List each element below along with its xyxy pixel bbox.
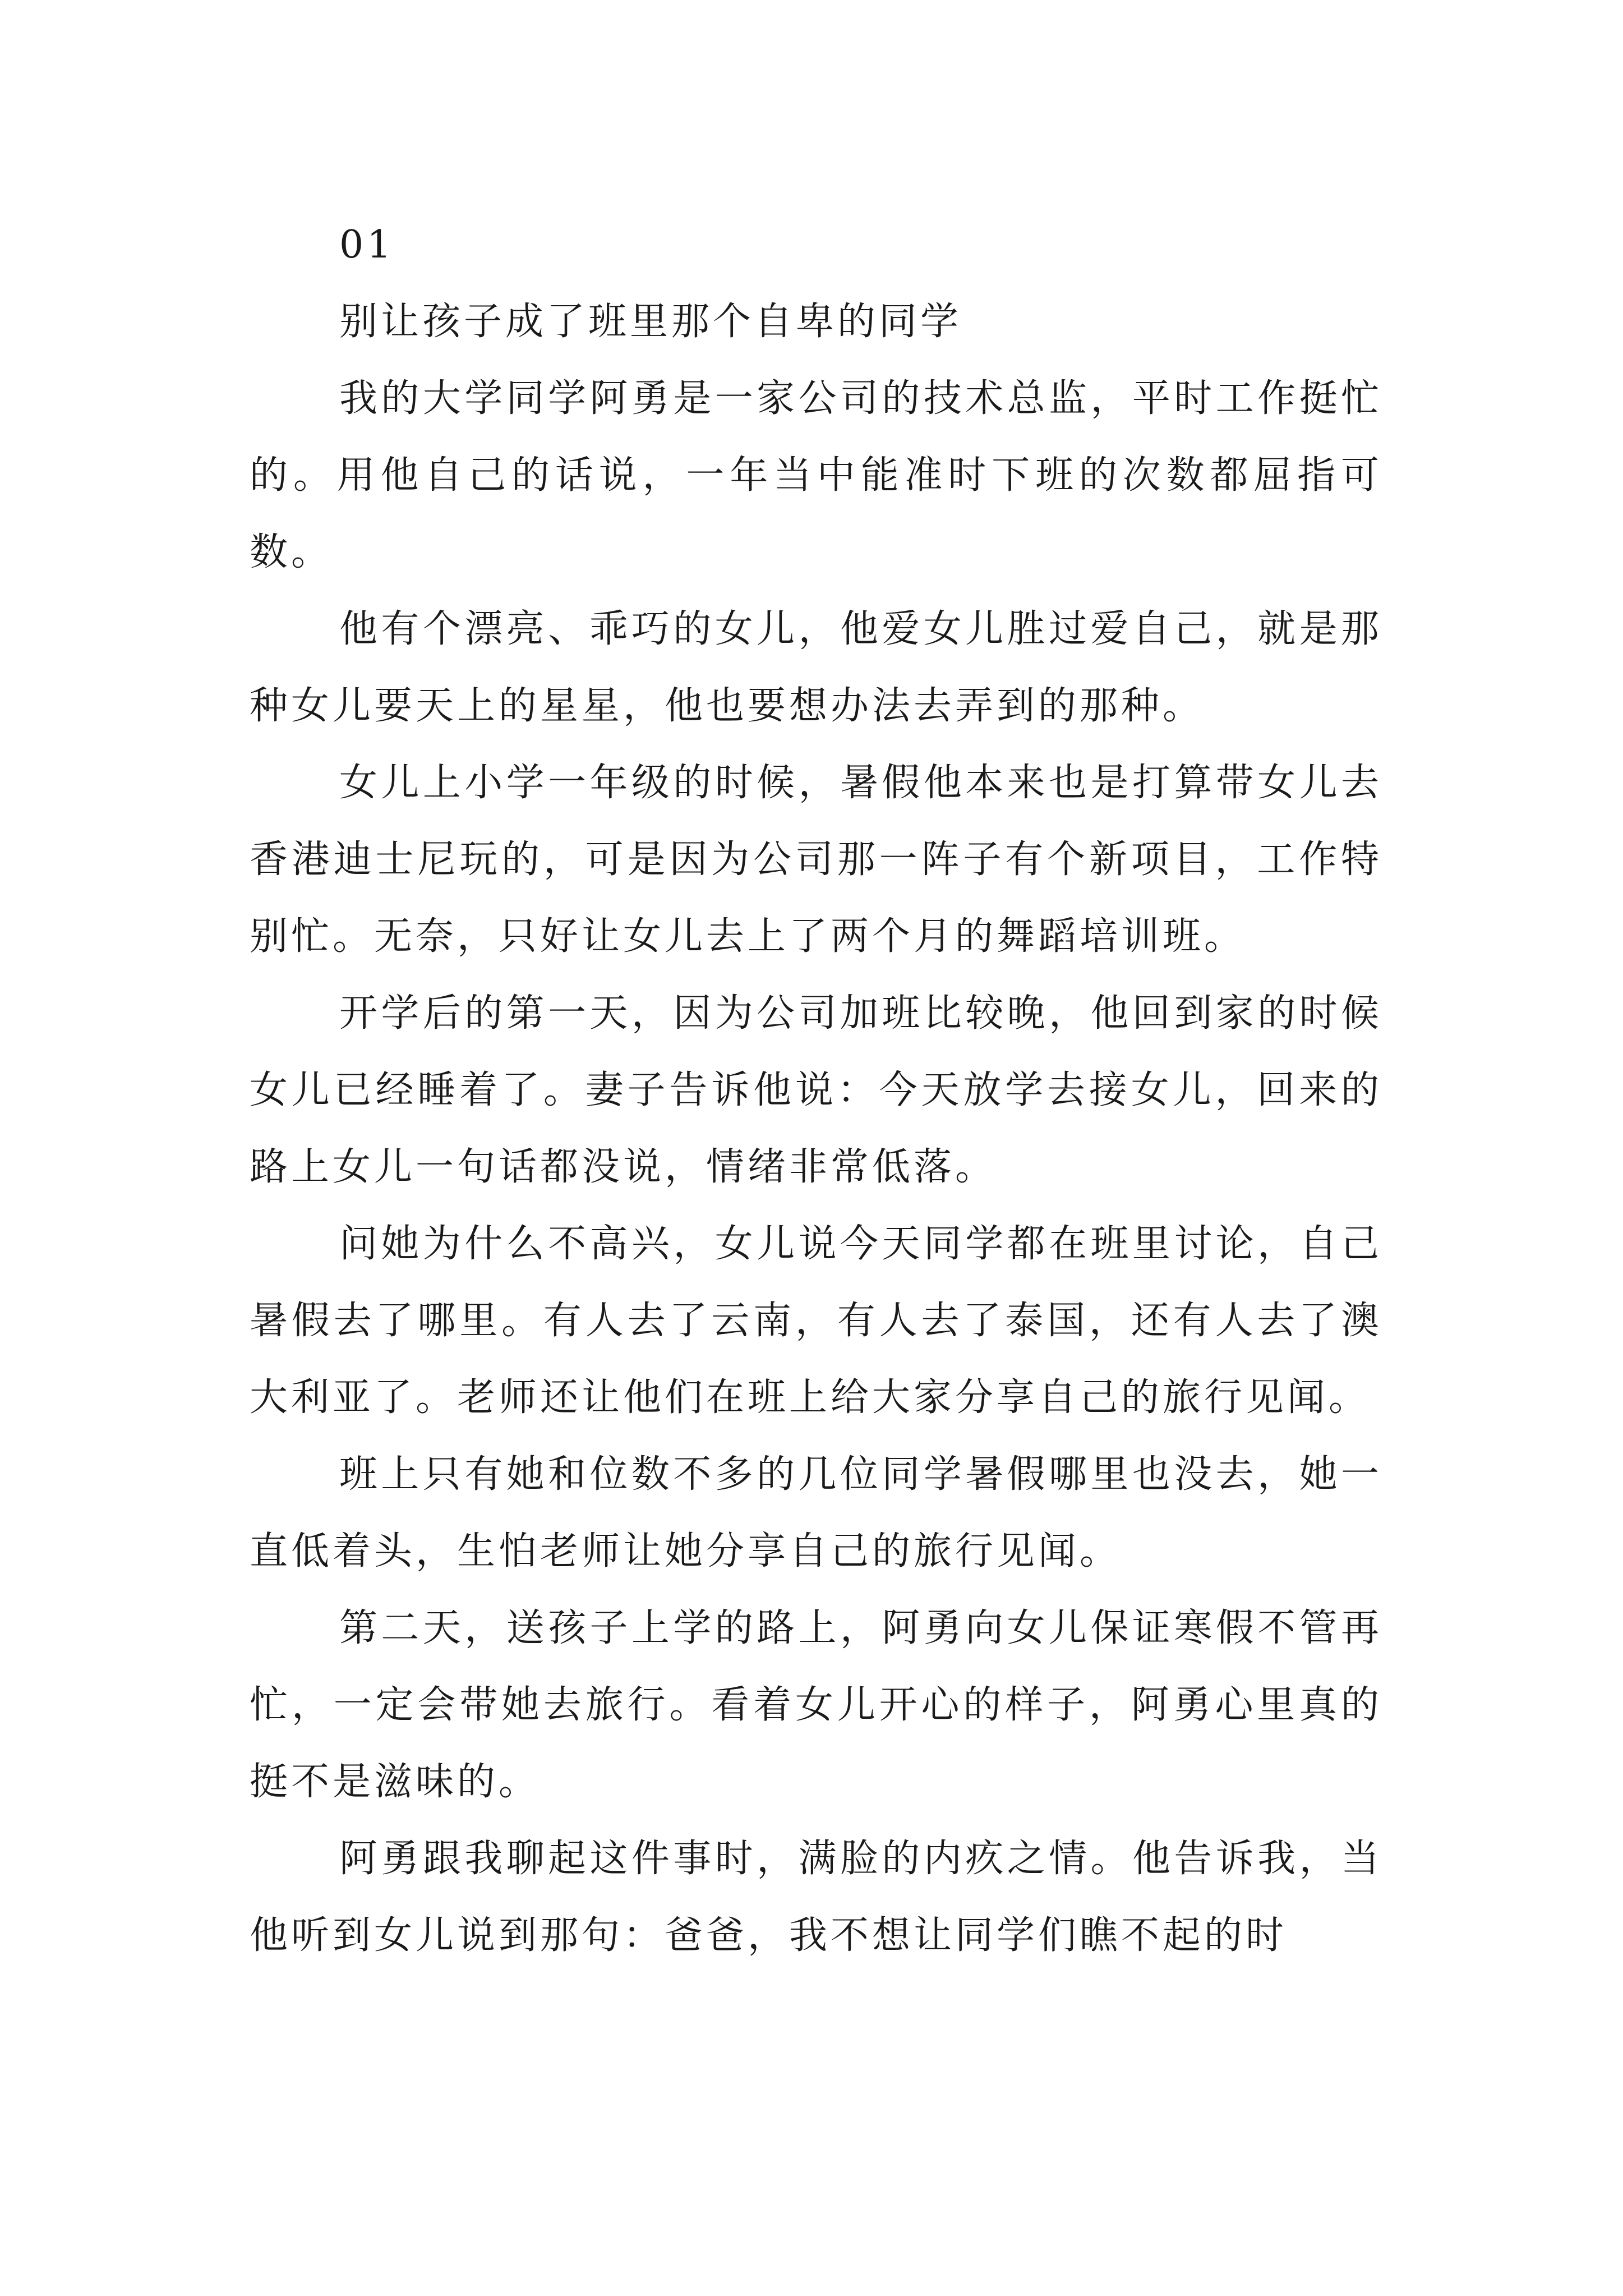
paragraph: 阿勇跟我聊起这件事时，满脸的内疚之情。他告诉我，当他听到女儿说到那句：爸爸，我不想让同学们瞧不起的时 bbox=[250, 1837, 1382, 1958]
section-number: 01 bbox=[339, 223, 395, 267]
paragraph: 女儿上小学一年级的时候，暑假他本来也是打算带女儿去香港迪士尼玩的，可是因为公司那一阵子有个新项目，工作特别忙。无奈，只好让女儿去上了两个月的舞蹈培训班。 bbox=[250, 761, 1382, 959]
document-body bbox=[250, 206, 1382, 1974]
paragraph: 班上只有她和位数不多的几位同学暑假哪里也没去，她一直低着头，生怕老师让她分享自己的旅行见闻。 bbox=[250, 1452, 1382, 1573]
paragraph: 他有个漂亮、乖巧的女儿，他爱女儿胜过爱自己，就是那种女儿要天上的星星，他也要想办法去弄到的那种。 bbox=[250, 607, 1382, 728]
paragraph: 问她为什么不高兴，女儿说今天同学都在班里讨论，自己暑假去了哪里。有人去了云南，有人去了泰国，还有人去了澳大利亚了。老师还让他们在班上给大家分享自己的旅行见闻。 bbox=[250, 1222, 1382, 1420]
paragraph: 第二天，送孩子上学的路上，阿勇向女儿保证寒假不管再忙，一定会带她去旅行。看着女儿开心的样子，阿勇心里真的挺不是滋味的。 bbox=[250, 1606, 1382, 1804]
section-title: 别让孩子成了班里那个自卑的同学 bbox=[339, 300, 962, 344]
paragraph: 开学后的第一天，因为公司加班比较晚，他回到家的时候女儿已经睡着了。妻子告诉他说：今天放学去接女儿，回来的路上女儿一句话都没说，情绪非常低落。 bbox=[250, 991, 1382, 1189]
paragraph: 我的大学同学阿勇是一家公司的技术总监，平时工作挺忙的。用他自己的话说，一年当中能准时下班的次数都屈指可数。 bbox=[250, 376, 1382, 574]
